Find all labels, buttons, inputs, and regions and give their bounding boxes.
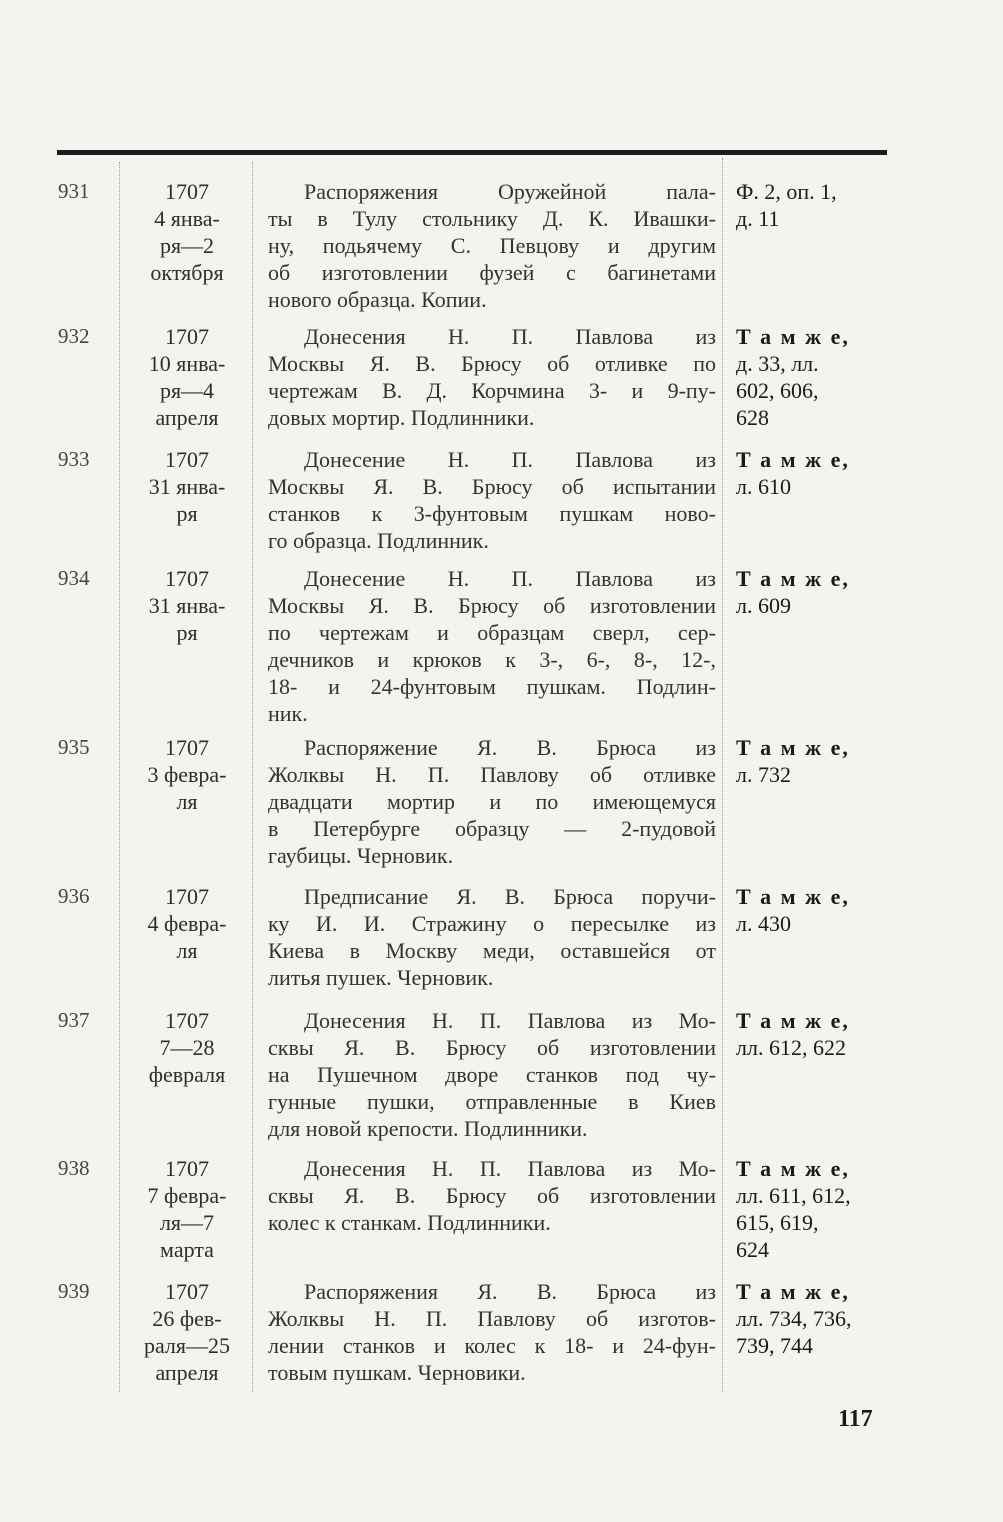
entry-description-line: Донесения Н. П. Павлова из Мо- bbox=[304, 1008, 716, 1033]
entry-description-line: Распоряжение Я. В. Брюса из bbox=[304, 735, 716, 760]
archive-reference bbox=[736, 1007, 886, 1061]
page-number: 117 bbox=[838, 1406, 873, 1432]
entry-date-line: ря bbox=[176, 620, 198, 645]
entry-date-line: ря—4 bbox=[159, 378, 215, 403]
entry-description-line: нового образца. Копии. bbox=[268, 287, 487, 312]
entry-description-line: гунные пушки, отправленные в Киев bbox=[268, 1089, 716, 1114]
archive-reference-line: л. 610 bbox=[736, 474, 791, 499]
entry-description-line: Донесения Н. П. Павлова из Мо- bbox=[304, 1156, 716, 1181]
entry-description-line: об изготовлении фузей с багинетами bbox=[268, 260, 716, 285]
entry-description-line: станков к 3-фунтовым пушкам ново- bbox=[268, 501, 716, 526]
entry-description-line: Распоряжения Оружейной пала- bbox=[304, 179, 716, 204]
entry-description-line: Донесение Н. П. Павлова из bbox=[304, 566, 716, 591]
entry-date-line: 1707 bbox=[165, 179, 209, 204]
entry-date-line: ря—2 bbox=[159, 233, 215, 258]
entry-description-line: ну, подьячему С. Певцову и другим bbox=[268, 233, 716, 258]
archive-reference bbox=[736, 1278, 886, 1359]
entry-description-line: ник. bbox=[268, 701, 308, 726]
entry-description-line: гаубицы. Черновик. bbox=[268, 843, 454, 868]
archive-reference bbox=[736, 1155, 886, 1263]
entry-description-line: для новой крепости. Подлинники. bbox=[268, 1116, 588, 1141]
entry-number: 939 bbox=[58, 1279, 90, 1303]
archive-reference-line: лл. 611, 612, bbox=[736, 1183, 851, 1208]
entry-number: 933 bbox=[58, 447, 90, 471]
entry-description-line: Предписание Я. В. Брюса поручи- bbox=[304, 884, 716, 909]
entry-date-line: апреля bbox=[155, 1360, 219, 1385]
entry-description-line: 18- и 24-фунтовым пушкам. Подлин- bbox=[268, 674, 716, 699]
entry-description-line: чертежам В. Д. Корчмина 3- и 9-пу- bbox=[268, 378, 716, 403]
archive-reference-line: Т а м ж е, bbox=[736, 1279, 850, 1304]
entry-date-line: 7 февра- bbox=[147, 1183, 227, 1208]
archive-reference-line: л. 609 bbox=[736, 593, 791, 618]
archive-reference-line: Т а м ж е, bbox=[736, 566, 850, 591]
entry-description bbox=[268, 446, 716, 554]
entry-description bbox=[268, 565, 716, 727]
entry-date-line: 1707 bbox=[165, 447, 209, 472]
entry-number: 934 bbox=[58, 566, 90, 590]
entry-description bbox=[268, 1278, 716, 1386]
archive-reference bbox=[736, 565, 886, 619]
entry-date-line: 3 февра- bbox=[147, 762, 227, 787]
entry-number: 935 bbox=[58, 735, 90, 759]
archive-reference-line: Т а м ж е, bbox=[736, 735, 850, 760]
archive-reference bbox=[736, 178, 886, 232]
entry-description-line: товым пушкам. Черновики. bbox=[268, 1360, 526, 1385]
entry-date-line: ря bbox=[176, 501, 198, 526]
archive-reference-line: Т а м ж е, bbox=[736, 447, 850, 472]
entry-description-line: двадцати мортир и по имеющемуся bbox=[268, 789, 716, 814]
entry-date bbox=[124, 178, 250, 286]
archive-reference-line: Т а м ж е, bbox=[736, 324, 850, 349]
entry-number: 936 bbox=[58, 884, 90, 908]
entry-date bbox=[124, 446, 250, 527]
entry-description-line: сквы Я. В. Брюсу об изготовлении bbox=[268, 1035, 716, 1060]
archive-reference-line: л. 732 bbox=[736, 762, 791, 787]
entry-description-line: Донесения Н. П. Павлова из bbox=[304, 324, 716, 349]
entry-description-line: Москвы Я. В. Брюсу об отливке по bbox=[268, 351, 716, 376]
entry-date-line: 10 янва- bbox=[148, 351, 226, 376]
column-divider-ref bbox=[722, 158, 723, 1392]
entry-number: 932 bbox=[58, 324, 90, 348]
archive-reference-line: л. 430 bbox=[736, 911, 791, 936]
entry-date-line: 31 янва- bbox=[148, 474, 226, 499]
entry-date-line: марта bbox=[160, 1237, 214, 1262]
entry-description-line: Жолквы Н. П. Павлову об изготов- bbox=[268, 1306, 716, 1331]
archive-reference bbox=[736, 883, 886, 937]
archive-reference-line: Т а м ж е, bbox=[736, 1008, 850, 1033]
archive-reference-line: лл. 612, 622 bbox=[736, 1035, 846, 1060]
entry-date bbox=[124, 1278, 250, 1386]
entry-date-line: ля bbox=[176, 789, 198, 814]
entry-description-line: лении станков и колес к 18- и 24-фун- bbox=[268, 1333, 716, 1358]
entry-date-line: раля—25 bbox=[143, 1333, 231, 1358]
column-divider-desc bbox=[252, 162, 253, 1392]
entry-description-line: сквы Я. В. Брюсу об изготовлении bbox=[268, 1183, 716, 1208]
entry-description-line: Москвы Я. В. Брюсу об испытании bbox=[268, 474, 716, 499]
entry-date-line: 1707 bbox=[165, 884, 209, 909]
entry-description bbox=[268, 323, 716, 431]
entry-date-line: 1707 bbox=[165, 566, 209, 591]
archive-reference-line: д. 11 bbox=[736, 206, 780, 231]
entry-date-line: ля—7 bbox=[159, 1210, 215, 1235]
archive-reference-line: д. 33, лл. bbox=[736, 351, 819, 376]
entry-date-line: 4 янва- bbox=[154, 206, 220, 231]
entry-date bbox=[124, 734, 250, 815]
entry-description-line: Москвы Я. В. Брюсу об изготовлении bbox=[268, 593, 716, 618]
entry-description-line: ты в Тулу стольнику Д. К. Ивашки- bbox=[268, 206, 716, 231]
entry-description-line: Жолквы Н. П. Павлову об отливке bbox=[268, 762, 716, 787]
entry-description bbox=[268, 1155, 716, 1236]
entry-number: 931 bbox=[58, 179, 90, 203]
entry-date-line: октября bbox=[150, 260, 224, 285]
entry-date bbox=[124, 1155, 250, 1263]
entry-date-line: 4 февра- bbox=[147, 911, 227, 936]
entry-date-line: 1707 bbox=[165, 1279, 209, 1304]
entry-description-line: колес к станкам. Подлинники. bbox=[268, 1210, 551, 1235]
entry-description-line: Распоряжения Я. В. Брюса из bbox=[304, 1279, 716, 1304]
archive-reference-line: лл. 734, 736, bbox=[736, 1306, 852, 1331]
entry-description-line: Донесение Н. П. Павлова из bbox=[304, 447, 716, 472]
entry-date-line: ля bbox=[176, 938, 198, 963]
archive-reference bbox=[736, 446, 886, 500]
entry-description bbox=[268, 883, 716, 991]
entry-date-line: апреля bbox=[155, 405, 219, 430]
entry-date bbox=[124, 323, 250, 431]
entry-description-line: го образца. Подлинник. bbox=[268, 528, 489, 553]
entry-description-line: в Петербурге образцу — 2-пудовой bbox=[268, 816, 716, 841]
entry-date-line: 7—28 bbox=[159, 1035, 215, 1060]
entry-number: 937 bbox=[58, 1008, 90, 1032]
archive-reference bbox=[736, 323, 886, 431]
entry-date-line: 31 янва- bbox=[148, 593, 226, 618]
archive-reference-line: 739, 744 bbox=[736, 1333, 813, 1358]
table-top-rule bbox=[57, 150, 887, 155]
archive-reference-line: 624 bbox=[736, 1237, 769, 1262]
entry-description-line: ку И. И. Стражину о пересылке из bbox=[268, 911, 716, 936]
entry-description-line: Киева в Москву меди, оставшейся от bbox=[268, 938, 716, 963]
entry-date bbox=[124, 565, 250, 646]
entry-description-line: литья пушек. Черновик. bbox=[268, 965, 494, 990]
entry-description-line: на Пушечном дворе станков под чу- bbox=[268, 1062, 716, 1087]
entry-date-line: 1707 bbox=[165, 735, 209, 760]
archive-reference bbox=[736, 734, 886, 788]
entry-date-line: февраля bbox=[148, 1062, 226, 1087]
entry-description-line: по чертежам и образцам сверл, сер- bbox=[268, 620, 716, 645]
entry-date-line: 1707 bbox=[165, 1156, 209, 1181]
entry-description-line: дечников и крюков к 3-, 6-, 8-, 12-, bbox=[268, 647, 716, 672]
entry-description-line: довых мортир. Подлинники. bbox=[268, 405, 535, 430]
archive-reference-line: 602, 606, bbox=[736, 378, 819, 403]
entry-date-line: 1707 bbox=[165, 324, 209, 349]
entry-number: 938 bbox=[58, 1156, 90, 1180]
archive-reference-line: 628 bbox=[736, 405, 769, 430]
archive-reference-line: Т а м ж е, bbox=[736, 884, 850, 909]
entry-description bbox=[268, 734, 716, 869]
archive-reference-line: Ф. 2, оп. 1, bbox=[736, 179, 837, 204]
entry-description bbox=[268, 1007, 716, 1142]
entry-date bbox=[124, 1007, 250, 1088]
entry-date-line: 26 фев- bbox=[152, 1306, 222, 1331]
archive-reference-line: Т а м ж е, bbox=[736, 1156, 850, 1181]
entry-date bbox=[124, 883, 250, 964]
archive-reference-line: 615, 619, bbox=[736, 1210, 819, 1235]
entry-description bbox=[268, 178, 716, 313]
entry-date-line: 1707 bbox=[165, 1008, 209, 1033]
column-divider-date bbox=[119, 162, 120, 1392]
